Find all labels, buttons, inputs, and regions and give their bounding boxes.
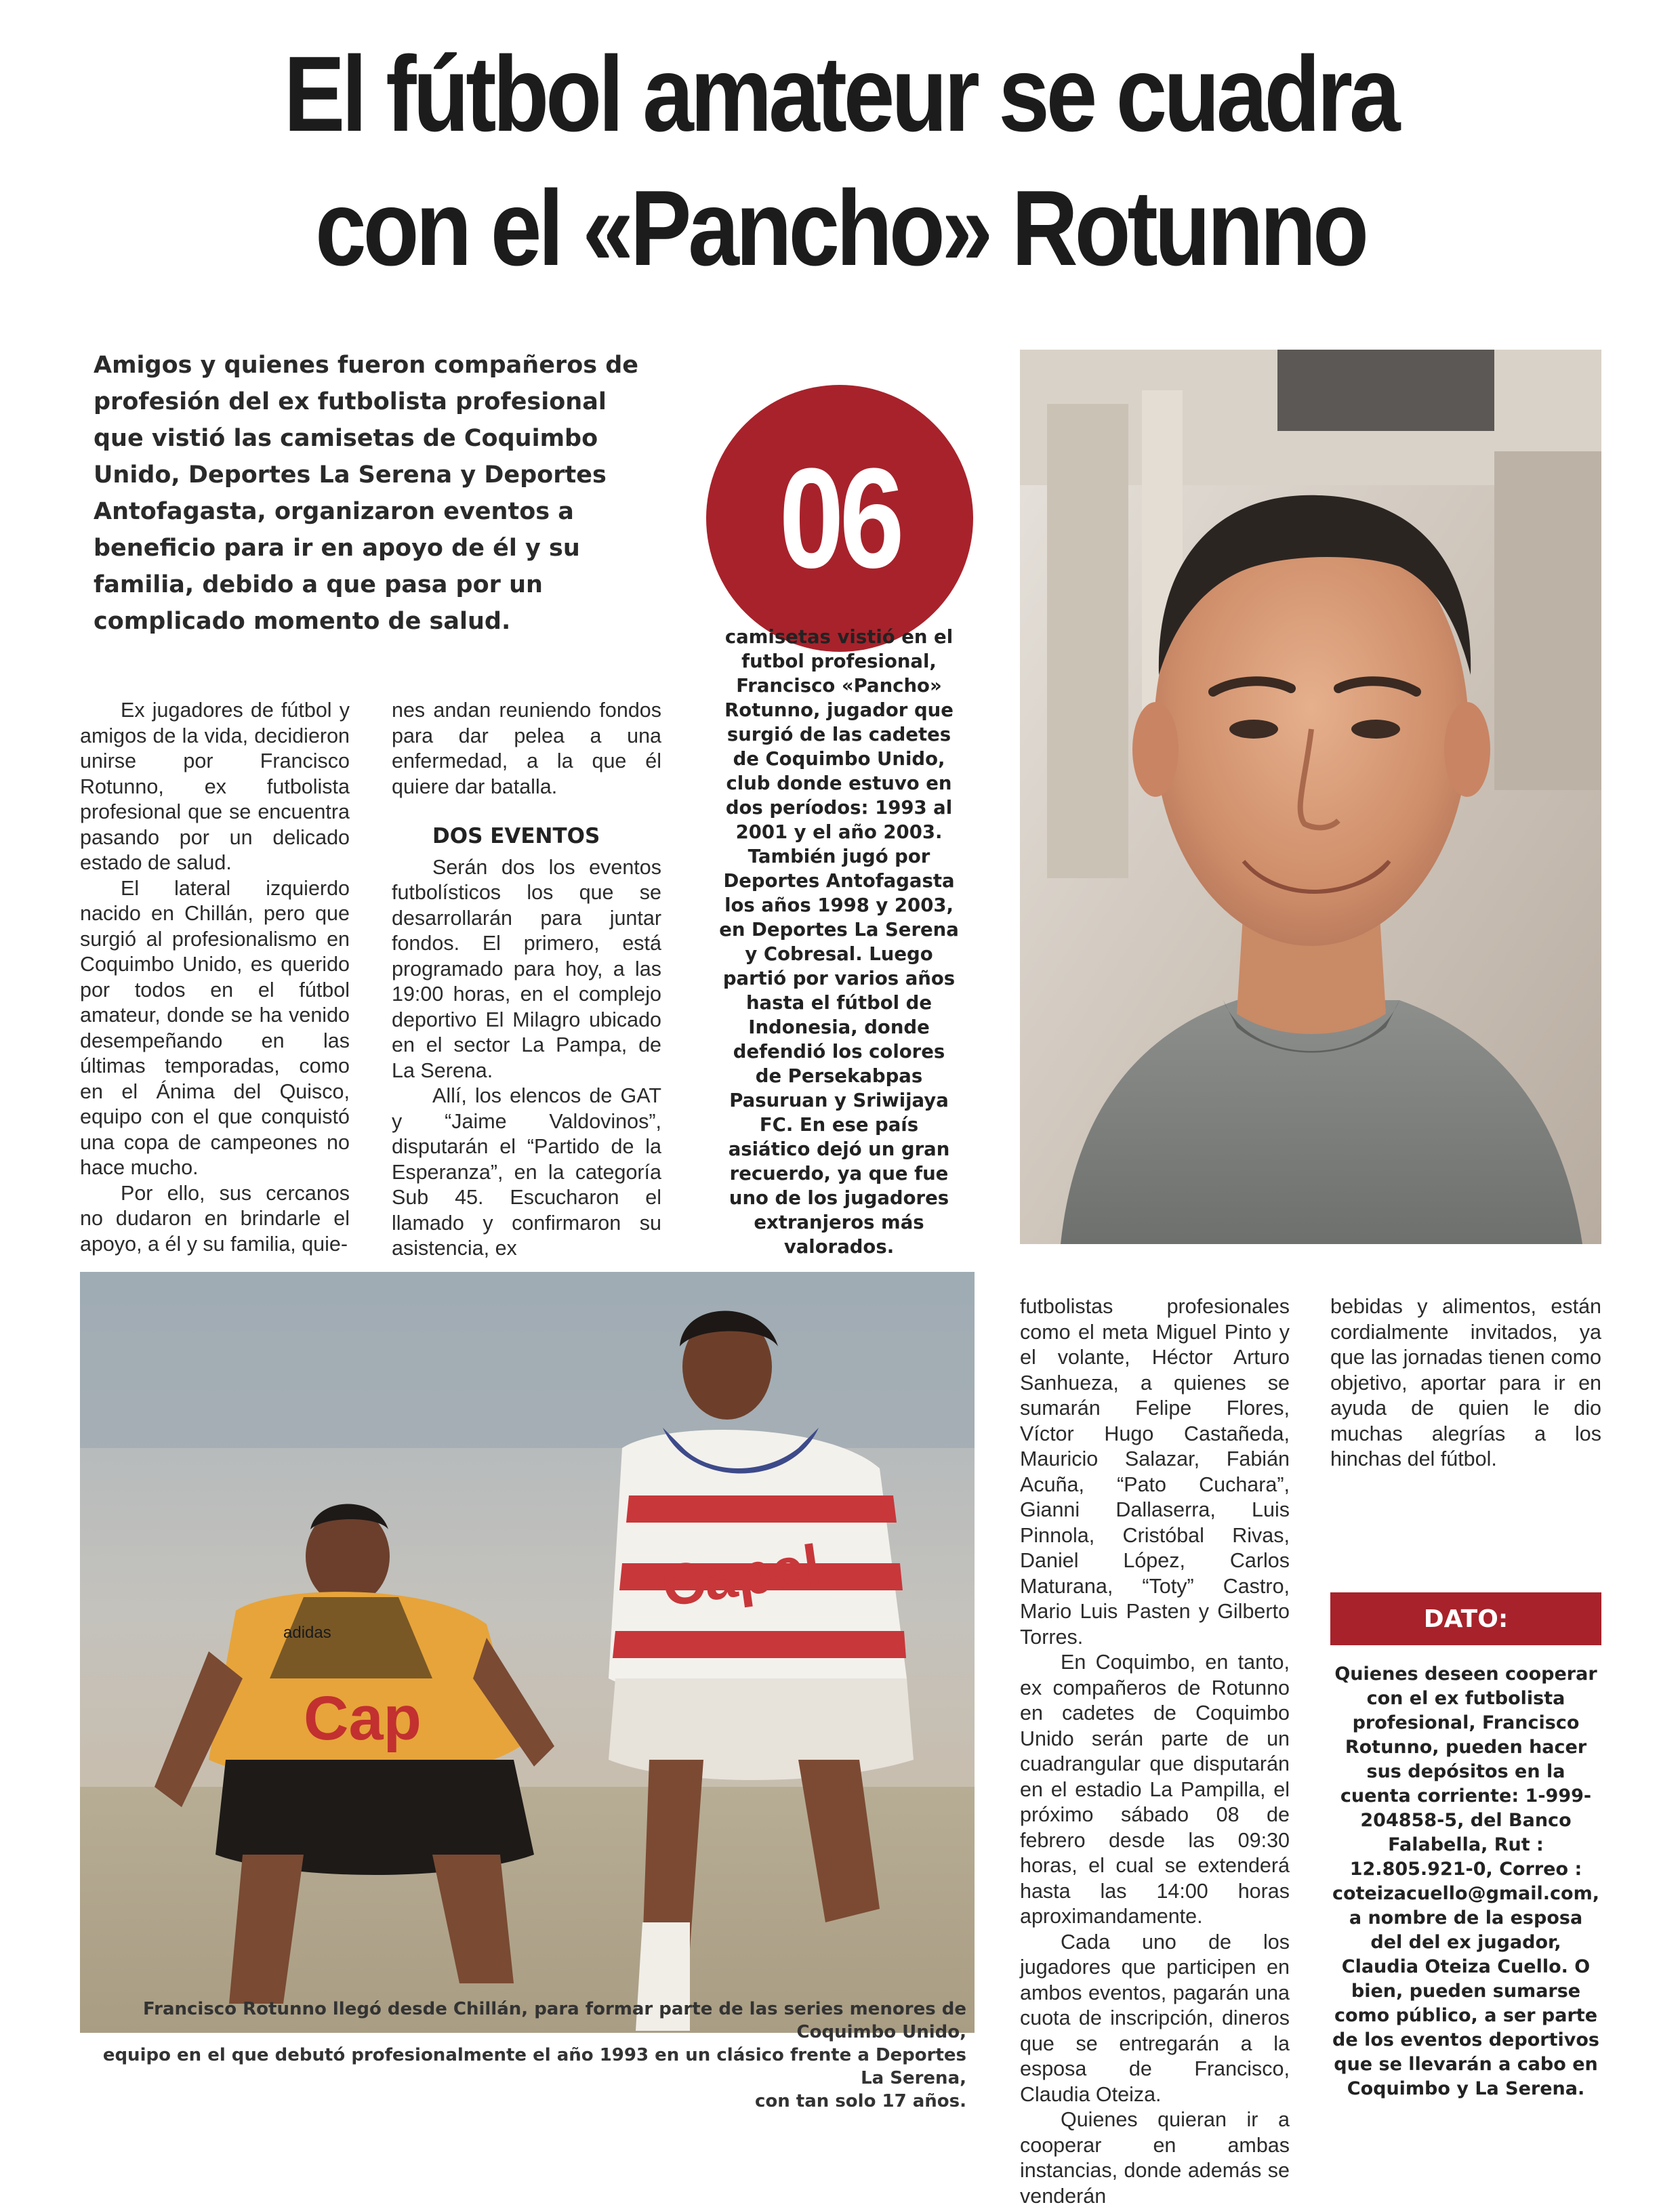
body-column-4 [1330, 1294, 1601, 1472]
photo-caption [80, 1998, 966, 2113]
paragraph: Allí, los elencos de GAT y “Jaime Valdovinos”, disputarán el “Partido de la Esperanza”, en la categoría Sub 45. Escucharon el llamado y confirmaron su asistencia, ex [392, 1084, 661, 1260]
section-heading: DOS EVENTOS [432, 824, 600, 848]
lead-paragraph: Amigos y quienes fueron compañeros de profesión del ex futbolista profesional que vistió las camisetas de Coquimbo Unido, Deportes La Serena y Deportes Antofagasta, organizaron eventos a beneficio para ir en apoyo de él y su familia, debido a que pasa por un complicado momento de salud. [94, 352, 639, 635]
paragraph: En Coquimbo, en tanto, ex compañeros de Rotunno en cadetes de Coquimbo Unido serán parte de un cuadrangular que disputarán en el estadio La Pampilla, el próximo sábado 08 de febrero desde las 09:30 horas, el cual se extenderá hasta las 14:00 horas aproximandamente. [1020, 1651, 1290, 1928]
headline [188, 27, 1493, 295]
jersey-left-text: Cap [304, 1684, 422, 1753]
number-badge [706, 385, 973, 652]
dato-heading: DATO: [1330, 1592, 1601, 1645]
paragraph: Ex jugadores de fútbol y amigos de la vida, decidieron unirse por Francisco Rotunno, ex futbolista profesional que se encuentra pasando por un delicado estado de salud. [80, 699, 350, 874]
badge-description: camisetas vistió en el futbol profesional, Francisco «Pancho» Rotunno, jugador que surgió de las cadetes de Coquimbo Unido, club donde estuvo en dos períodos: 1993 al 2001 y el año 2003. También jugó por Deportes Antofagasta los años 1998 y 2003, en Deportes La Serena y Cobresal. Luego partió por varios años hasta el fútbol de Indonesia, donde defendió los colores de Persekabpas Pasuruan y Sriwijaya FC. En ese país asiático dejó un gran recuerdo, ya que fue uno de los jugadores extranjeros más valorados. [719, 626, 959, 1258]
paragraph: Serán dos los eventos futbolísticos los que se desarrollarán para juntar fondos. El primero, está programado para hoy, a las 19:00 horas, en el complejo deportivo El Milagro ubicado en el sector La Pampa, de La Serena. [392, 855, 661, 1082]
badge-number: 06 [779, 438, 901, 598]
jersey-brand-text: adidas [283, 1624, 331, 1642]
jersey-right-text: Capel [658, 1532, 825, 1619]
dato-text: Quienes deseen cooperar con el ex futbolista profesional, Francisco Rotunno, pueden hacer sus depósitos en la cuenta corriente: 1-999-204858-5, del Banco Falabella, Rut : 12.805.921-0, Correo : coteizacuello@gmail.com, a nombre de la esposa del del ex jugador, Claudia Oteiza Cuello. O bien, pueden sumarse como público, a ser parte de los eventos deportivos que se llevarán a cabo en Coquimbo y La Serena. [1332, 1664, 1599, 2099]
body-column-2 [392, 698, 661, 1262]
portrait-photo [1020, 350, 1601, 1244]
caption-line: con tan solo 17 años. [754, 2091, 966, 2111]
match-photo [80, 1272, 975, 2033]
headline-line-2: con el «Pancho» Rotunno [315, 169, 1366, 288]
caption-line: Francisco Rotunno llegó desde Chillán, para formar parte de las series menores de Coquimbo Unido, [143, 1999, 966, 2042]
paragraph: Quienes quieran ir a cooperar en ambas instancias, donde además se venderán [1020, 2108, 1290, 2208]
body-column-1 [80, 698, 350, 1257]
headline-line-1: El fútbol amateur se cuadra [283, 35, 1397, 154]
portrait-illustration [1020, 350, 1601, 1244]
paragraph: bebidas y alimentos, están cordialmente invitados, ya que las jornadas tienen como objetivo, aportar para ir en ayuda de quien le dio muchas alegrías a los hinchas del fútbol. [1330, 1295, 1601, 1470]
paragraph: Por ello, sus cercanos no dudaron en brindarle el apoyo, a él y su familia, quie- [80, 1181, 350, 1256]
match-illustration [80, 1272, 975, 2033]
paragraph: futbolistas profesionales como el meta Miguel Pinto y el volante, Héctor Arturo Sanhueza, a quienes se sumarán Felipe Flores, Víctor Hugo Castañeda, Mauricio Salazar, Fabián Acuña, “Pato Cuchara”, Gianni Dallaserra, Luis Pinnola, Cristóbal Rivas, Daniel López, Carlos Maturana, “Toty” Castro, Mario Luis Pasten y Gilberto Torres. [1020, 1295, 1290, 1649]
paragraph: nes andan reuniendo fondos para dar pelea a una enfermedad, a la que él quiere dar batalla. [392, 699, 661, 798]
caption-line: equipo en el que debutó profesionalmente el año 1993 en un clásico frente a Deportes La Serena, [102, 2045, 966, 2088]
body-column-3 [1020, 1294, 1290, 2209]
paragraph: El lateral izquierdo nacido en Chillán, pero que surgió al profesionalismo en Coquimbo Unido, es querido por todos en el fútbol amateur, donde se ha venido desempeñando en las últimas temporadas, como en el Ánima del Quisco, equipo con el que conquistó una copa de campeones no hace mucho. [80, 876, 350, 1179]
paragraph: Cada uno de los jugadores que participen en ambos eventos, pagarán una cuota de inscripción, dineros que se entregarán a la esposa de Francisco, Claudia Oteiza. [1020, 1930, 1290, 2106]
